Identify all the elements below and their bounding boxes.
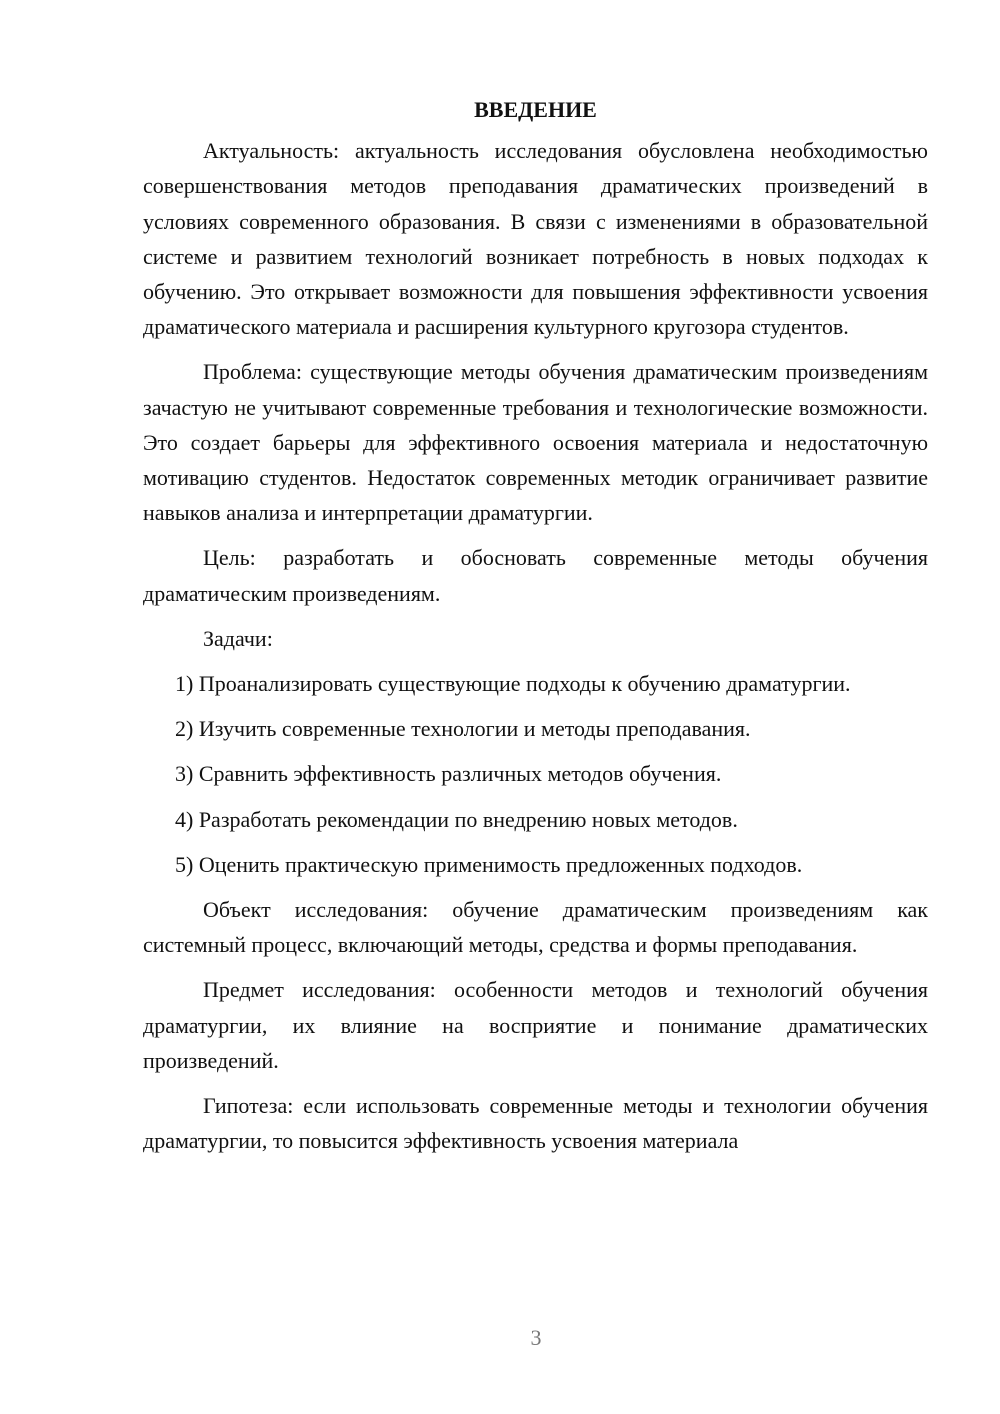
- section-heading: ВВЕДЕНИЕ: [474, 97, 597, 122]
- document-page: [143, 92, 928, 1168]
- page-number: 3: [530, 1325, 542, 1350]
- object-paragraph: Объект исследования: обучение драматическим произведениям как системный процесс, включающий методы, средства и формы преподавания.: [143, 897, 928, 958]
- task-item-5: 5) Оценить практическую применимость предложенных подходов.: [175, 851, 803, 877]
- problem-paragraph: Проблема: существующие методы обучения драматическим произведениям зачастую не учитывают современные требования и технологические возможности. Это создает барьеры для эффективного освоения материала и недостаточную мотивацию студентов. Недостаток современных методик ограничивает развитие навыков анализа и интерпретации драматургии.: [143, 359, 928, 526]
- tasks-label: Задачи:: [203, 625, 273, 651]
- task-item-3: 3) Сравнить эффективность различных методов обучения.: [175, 761, 722, 787]
- subject-paragraph: Предмет исследования: особенности методов и технологий обучения драматургии, их влияние на восприятие и понимание драматических произведений.: [143, 977, 928, 1073]
- hypothesis-paragraph: Гипотеза: если использовать современные методы и технологии обучения драматургии, то повысится эффективность усвоения материала: [143, 1093, 928, 1154]
- actuality-paragraph: Актуальность: актуальность исследования обусловлена необходимостью совершенствования методов преподавания драматических произведений в условиях современного образования. В связи с изменениями в образовательной системе и развитием технологий возникает потребность в новых подходах к обучению. Это открывает возможности для повышения эффективности усвоения драматического материала и расширения культурного кругозора студентов.: [143, 138, 928, 340]
- task-item-4: 4) Разработать рекомендации по внедрению новых методов.: [175, 806, 738, 832]
- task-item-1: 1) Проанализировать существующие подходы к обучению драматургии.: [175, 671, 851, 697]
- goal-paragraph: Цель: разработать и обосновать современные методы обучения драматическим произведениям.: [143, 545, 928, 606]
- task-item-2: 2) Изучить современные технологии и методы преподавания.: [175, 716, 751, 742]
